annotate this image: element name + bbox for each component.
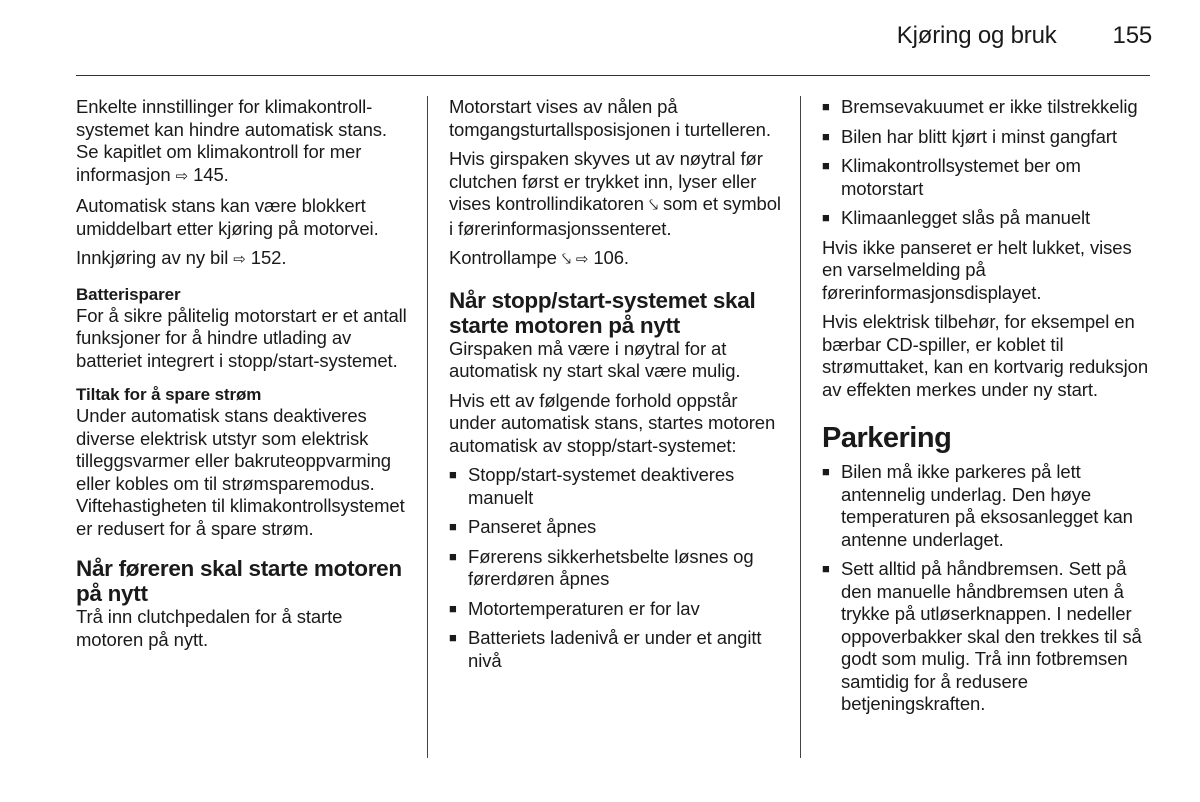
bullet-icon: ■ <box>822 561 830 576</box>
column-3 <box>822 96 1152 723</box>
paragraph-text: Enkelte innstillinger for klimakontroll-systemet kan hindre automatisk stans. Se kapitlet om klimakontroll for mer informasjon <box>76 96 387 185</box>
bullet-icon: ■ <box>822 158 830 173</box>
heading-system-starte-motoren: Når stopp/start-systemet skal starte motoren på nytt <box>449 287 756 338</box>
list-item <box>449 598 785 621</box>
bullet-icon: ■ <box>822 128 830 144</box>
list-item <box>822 558 1152 716</box>
bullet-icon: ■ <box>449 548 457 564</box>
list-item <box>822 126 1152 149</box>
section-title: Kjøring og bruk <box>896 22 1057 49</box>
bullet-icon: ■ <box>822 464 830 479</box>
page-header <box>0 22 1152 50</box>
list-item-text: Bremsevakuumet er ikke tilstrekkelig <box>841 96 1138 117</box>
subheading-batterisparer: Batterisparer <box>76 284 181 304</box>
reference-arrow-icon: ⇨ <box>175 167 189 185</box>
paragraph: Motorstart vises av nålen på tomgangsturtallsposisjonen i turtelleren. <box>449 96 771 140</box>
list-item <box>449 464 785 509</box>
list-item-text: Bilen har blitt kjørt i minst gangfart <box>841 125 1117 147</box>
column-divider-2 <box>800 96 801 758</box>
list-item-text: Motortemperaturen er for lav <box>468 597 700 619</box>
reference-arrow-icon: ⇨ <box>575 251 589 268</box>
bullet-icon: ■ <box>822 210 830 225</box>
page-reference: 145. <box>193 163 229 185</box>
list-item-text: Panseret åpnes <box>468 516 597 537</box>
control-lamp-icon: ⤥ <box>561 251 571 268</box>
restart-conditions-list-cont <box>822 96 1152 230</box>
list-item-text: Batteriets ladenivå er under et angitt nivå <box>468 627 762 671</box>
parking-list <box>822 461 1152 716</box>
list-item <box>449 546 785 591</box>
paragraph: Girspaken må være i nøytral for at automatisk ny start skal være mulig. <box>449 337 741 381</box>
list-item <box>822 96 1152 119</box>
list-item <box>822 461 1152 551</box>
bullet-icon: ■ <box>449 467 457 482</box>
paragraph: Hvis ikke panseret er helt lukket, vises en varselmelding på førerinformasjonsdisplayet. <box>822 236 1132 303</box>
header-rule <box>76 75 1150 76</box>
paragraph: Under automatisk stans deaktiveres diverse elektrisk utstyr som elektrisk tilleggsvarmer eller bakruteoppvarming eller kobles om til strømsparemodus. Viftehastigheten til klimakontrollsystemet er redusert for å spare strøm. <box>76 405 405 539</box>
paragraph: Automatisk stans kan være blokkert umiddelbart etter kjøring på motorvei. <box>76 195 379 239</box>
column-2 <box>449 96 785 679</box>
bullet-icon: ■ <box>449 630 457 645</box>
paragraph <box>449 247 785 272</box>
paragraph <box>449 148 785 240</box>
page-reference: 106. <box>593 247 629 268</box>
list-item-text: Bilen må ikke parkeres på lett antennelig underlag. Den høye temperaturen på eksosanlegget kan antenne underlaget. <box>841 461 1133 550</box>
paragraph: Hvis ett av følgende forhold oppstår under automatisk stans, startes motoren automatisk av stopp/start-systemet: <box>449 389 776 456</box>
list-item-text: Sett alltid på håndbremsen. Sett på den manuelle håndbremsen uten å trykke på utløserknappen. I nedeller oppoverbakker skal den trekkes til så godt som mulig. Trå inn fotbremsen samtidig for å redusere betjeningskraften. <box>841 558 1142 714</box>
heading-parkering: Parkering <box>822 422 952 454</box>
list-item <box>449 627 785 672</box>
bullet-icon: ■ <box>449 600 457 616</box>
restart-conditions-list <box>449 464 785 672</box>
page-reference: 152. <box>250 247 287 268</box>
paragraph <box>76 247 412 272</box>
bullet-icon: ■ <box>449 519 457 534</box>
reference-arrow-icon: ⇨ <box>233 251 246 268</box>
column-1 <box>76 96 412 658</box>
paragraph <box>76 96 412 188</box>
list-item <box>822 155 1152 200</box>
page-number: 155 <box>1112 22 1152 49</box>
list-item-text: Førerens sikkerhetsbelte løsnes og førerdøren åpnes <box>468 545 754 589</box>
list-item <box>449 516 785 539</box>
list-item <box>822 207 1152 230</box>
paragraph: Hvis elektrisk tilbehør, for eksempel en bærbar CD-spiller, er koblet til strømuttaket, kan en kortvarig reduksjon av effekten merkes under ny start. <box>822 311 1149 400</box>
column-divider-1 <box>427 96 428 758</box>
paragraph: For å sikre pålitelig motorstart er et antall funksjoner for å hindre utlading av batteriet integrert i stopp/start-systemet. <box>76 304 407 371</box>
list-item-text: Klimakontrollsystemet ber om motorstart <box>841 155 1081 199</box>
paragraph: Trå inn clutchpedalen for å starte motoren på nytt. <box>76 606 343 650</box>
list-item-text: Stopp/start-systemet deaktiveres manuelt <box>468 464 735 508</box>
paragraph-text: Innkjøring av ny bil <box>76 247 229 268</box>
list-item-text: Klimaanlegget slås på manuelt <box>841 207 1091 228</box>
heading-forer-starte-motoren: Når føreren skal starte motoren på nytt <box>76 556 402 606</box>
bullet-icon: ■ <box>822 99 830 114</box>
control-lamp-icon: ⤥ <box>648 197 658 214</box>
paragraph-text: Hvis girspaken skyves ut av nøytral før clutchen først er trykket inn, lyser eller vises kontrollindikatoren <box>449 148 763 214</box>
subheading-spare-strom: Tiltak for å spare strøm <box>76 385 262 404</box>
paragraph-text: som et symbol i førerinformasjonssenteret. <box>449 193 781 239</box>
paragraph-text: Kontrollampe <box>449 247 557 268</box>
